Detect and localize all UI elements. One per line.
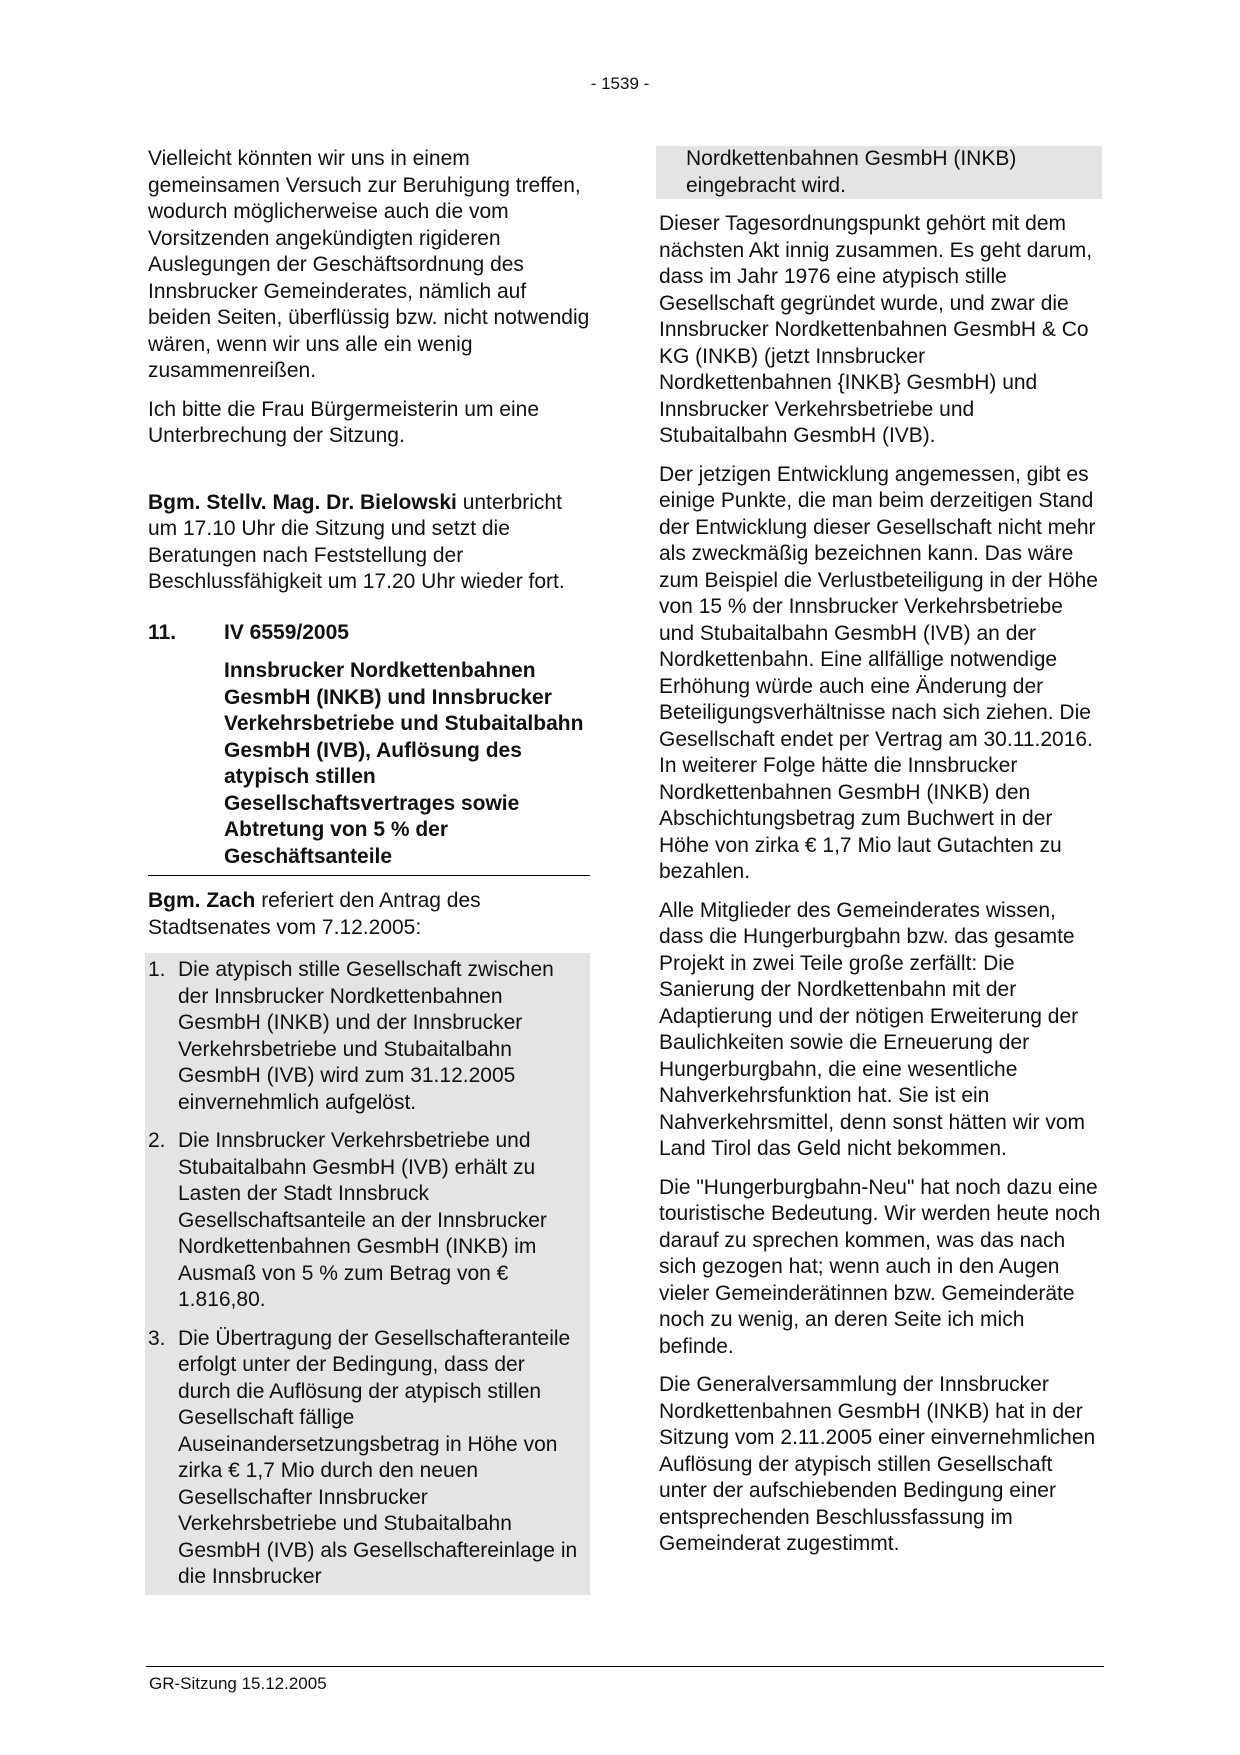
speaker-name: Bgm. Zach xyxy=(148,889,256,912)
footer-text: GR-Sitzung 15.12.2005 xyxy=(149,1674,327,1693)
list-number: 2. xyxy=(148,1129,166,1152)
paragraph: Vielleicht könnten wir uns in einem gemeinsamen Versuch zur Beruhigung treffen, wodurch möglicherweise auch die vom Vorsitzenden angekündigten rigideren Auslegungen der Geschäftsordnung des Innsbrucker Gemeinderates, nämlich auf beiden Seiten, überflüssig bzw. nicht notwendig wären, wenn wir uns alle ein wenig zusammenreißen. xyxy=(148,147,590,382)
list-text: Die Übertragung der Gesellschafteranteile erfolgt unter der Bedingung, dass der durch die Auflösung der atypisch stillen Gesellschaft fällige Auseinandersetzungsbetrag in Höhe von zirka € 1,7 Mio durch den neuen Gesellschafter Innsbrucker Verkehrsbetriebe und Stubaitalbahn GesmbH (IVB) als Gesellschaftereinlage in die Innsbrucker xyxy=(178,1326,578,1588)
footer-divider xyxy=(146,1666,1104,1667)
list-text: Die Innsbrucker Verkehrsbetriebe und Stubaitalbahn GesmbH (IVB) erhält zu Lasten der Stadt Innsbruck Gesellschaftsanteile an der Innsbrucker Nordkettenbahnen GesmbH (INKB) im Ausmaß von 5 % zum Betrag von € 1.816,80. xyxy=(178,1129,547,1311)
agenda-number: 11. xyxy=(148,620,177,644)
paragraph-text: referiert den Antrag des Stadtsenates vom 7.12.2005: xyxy=(148,889,481,939)
paragraph-text: unterbricht um 17.10 Uhr die Sitzung und setzt die Beratungen nach Feststellung der Beschlussfähigkeit um 17.20 Uhr wieder fort. xyxy=(148,490,565,593)
paragraph: Ich bitte die Frau Bürgermeisterin um eine Unterbrechung der Sitzung. xyxy=(148,397,540,447)
agenda-heading xyxy=(148,620,590,647)
left-column xyxy=(148,146,590,1595)
agenda-item xyxy=(148,620,590,877)
speaker-name: Bgm. Stellv. Mag. Dr. Bielowski xyxy=(148,490,457,514)
paragraph: Die Generalversammlung der Innsbrucker Nordkettenbahnen GesmbH (INKB) hat in der Sitzung vom 2.11.2005 einer einvernehmlichen Auflösung der atypisch stillen Gesellschaft unter der aufschiebenden Bedingung einer entsprechenden Beschlussfassung im Gemeinderat zugestimmt. xyxy=(659,1373,1096,1555)
list-number: 1. xyxy=(148,958,166,981)
agenda-reference: IV 6559/2005 xyxy=(224,620,349,644)
spacer xyxy=(148,462,590,490)
list-number: 3. xyxy=(148,1326,166,1350)
motion-list xyxy=(148,955,586,1593)
paragraph: Alle Mitglieder des Gemeinderates wissen, dass die Hungerburgbahn bzw. das gesamte Projekt in zwei Teile große zerfällt: Die Sanierung der Nordkettenbahn mit der Adaptierung und der nötigen Erweiterung der Baulichkeiten sowie die Erneuerung der Hungerburgbahn, die eine wesentliche Nahverkehrsfunktion hat. Sie ist ein Nahverkehrsmittel, denn sonst hätten wir vom Land Tirol das Geld nicht bekommen. xyxy=(659,898,1086,1160)
motion-box xyxy=(145,953,590,1595)
list-item xyxy=(148,1326,580,1591)
motion-continuation: Nordkettenbahnen GesmbH (INKB) eingebracht wird. xyxy=(656,146,1102,199)
list-item xyxy=(148,957,580,1116)
page-number: - 1539 - xyxy=(590,74,650,93)
paragraph xyxy=(148,888,590,941)
paragraph: Der jetzigen Entwicklung angemessen, gibt es einige Punkte, die man beim derzeitigen Stand der Entwicklung dieser Gesellschaft nicht mehr als zweckmäßig bezeichnen kann. Das wäre zum Beispiel die Verlustbeteiligung in der Höhe von 15 % der Innsbrucker Verkehrsbetriebe und Stubaitalbahn GesmbH (IVB) an der Nordkettenbahn. Eine allfällige notwendige Erhöhung würde auch eine Änderung der Beteiligungsverhältnisse nach sich ziehen. Die Gesellschaft endet per Vertrag am 30.11.2016. In weiterer Folge hätte die Innsbrucker Nordkettenbahnen GesmbH (INKB) den Abschichtungsbetrag zum Buchwert in der Höhe von zirka € 1,7 Mio laut Gutachten zu bezahlen. xyxy=(659,462,1098,883)
paragraph: Die "Hungerburgbahn-Neu" hat noch dazu eine touristische Bedeutung. Wir werden heute noch darauf zu sprechen kommen, was das nach sich gezogen hat; wenn auch in den Augen vieler Gemeinderätinnen bzw. Gemeinderäte noch zu wenig, an deren Seite ich mich befinde. xyxy=(659,1175,1101,1358)
right-column xyxy=(659,146,1102,1570)
paragraph: Dieser Tagesordnungspunkt gehört mit dem nächsten Akt innig zusammen. Es geht darum, dass im Jahr 1976 eine atypisch stille Gesellschaft gegründet wurde, und zwar die Innsbrucker Nordkettenbahnen GesmbH & Co KG (INKB) (jetzt Innsbrucker Nordkettenbahnen {INKB} GesmbH) und Innsbrucker Verkehrsbetriebe und Stubaitalbahn GesmbH (IVB). xyxy=(659,212,1093,447)
agenda-title: Innsbrucker Nordkettenbahnen GesmbH (INKB) und Innsbrucker Verkehrsbetriebe und Stubaitalbahn GesmbH (IVB), Auflösung des atypisch stillen Gesellschaftsvertrages sowie Abtretung von 5 % der Geschäftsanteile xyxy=(148,658,590,876)
list-text: Die atypisch stille Gesellschaft zwischen der Innsbrucker Nordkettenbahnen GesmbH (INKB) und der Innsbrucker Verkehrsbetriebe und Stubaitalbahn GesmbH (IVB) wird zum 31.12.2005 einvernehmlich aufgelöst. xyxy=(178,958,554,1114)
paragraph xyxy=(148,490,590,596)
list-item xyxy=(148,1128,580,1314)
